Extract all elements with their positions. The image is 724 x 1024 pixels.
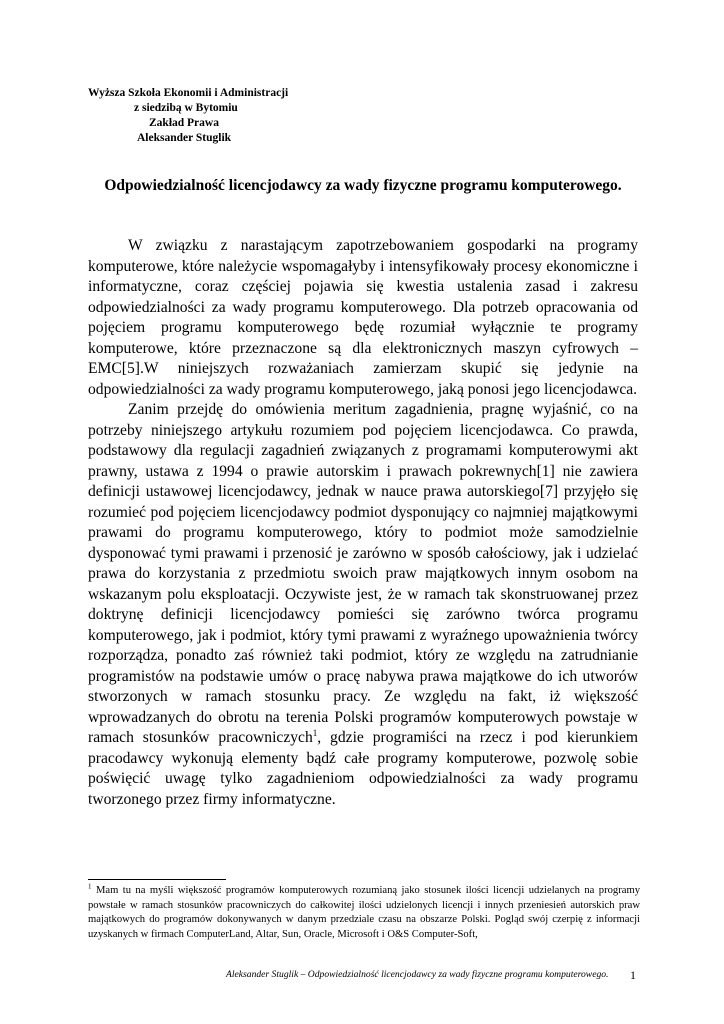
document-title: Odpowiedzialność licencjodawcy za wady fizyczne programu komputerowego. bbox=[104, 177, 622, 194]
institution-header bbox=[88, 86, 288, 146]
page-number: 1 bbox=[630, 968, 636, 982]
paragraph-1: W związku z narastającym zapotrzebowaniem gospodarki na programy komputerowe, które należycie wspomagałyby i intensyfikowały procesy ekonomiczne i informatyczne, coraz częściej pojawia się kwestia ustalenia zasad i zakresu odpowiedzialności za wady programu komputerowego. Dla potrzeb opracowania od pojęciem programu komputerowego będę rozumiał wyłącznie te programy komputerowe, które przeznaczone są dla elektronicznych maszyn cyfrowych –EMC[5].W niniejszych rozważaniach zamierzam skupić się jedynie na odpowiedzialności za wady programu komputerowego, jaką ponosi jego licencjodawca. bbox=[88, 237, 638, 398]
page-footer: Aleksander Stuglik – Odpowiedzialność licencjodawcy za wady fizyczne programu komputerowego. bbox=[226, 969, 609, 980]
header-author: Aleksander Stuglik bbox=[137, 132, 232, 144]
header-location: z siedzibą w Bytomiu bbox=[134, 102, 238, 114]
header-school-name: Wyższa Szkoła Ekonomii i Administracji bbox=[88, 87, 289, 99]
footnote-number: 1 bbox=[88, 882, 92, 891]
footnote-text: Mam tu na myśli większość programów komputerowych rozumianą jako stosunek ilości licencji udzielanych na programy powstałe w ramach stosunków pracowniczych do całkowitej ilości udzielonych licencji i innych przeniesień autorskich praw majątkowych do programów dokonywanych w danym przedziale czasu na obszarze Polski. Pogląd swój czerpię z informacji uzyskanych w firmach ComputerLand, Altar, Sun, Oracle, Microsoft i O&S Computer-Soft, bbox=[88, 885, 640, 940]
footnote-reference: 1 bbox=[312, 727, 318, 738]
header-department: Zakład Prawa bbox=[149, 117, 219, 129]
paragraph-2-text-a: Zanim przejdę do omówienia meritum zagadnienia, pragnę wyjaśnić, co na potrzeby niniejszego artykułu rozumiem pod pojęciem licencjodawca. Co prawda, podstawowy dla regulacji zagadnień związanych z programami komputerowymi akt prawny, ustawa z 1994 o prawie autorskim i prawach pokrewnych[1] nie zawiera definicji ustawowej licencjodawcy, jednak w nauce prawa autorskiego[7] przyjęło się rozumieć pod pojęciem licencjodawcy podmiot dysponujący co najmniej majątkowymi prawami do programu komputerowego, który to podmiot może samodzielnie dysponować tymi prawami i przenosić je zarówno w sposób całościowy, jak i udzielać prawa do korzystania z przedmiotu swoich praw majątkowych innym osobom na wskazanym polu eksploatacji. Oczywiste jest, że w ramach tak skonstruowanej przez doktrynę definicji licencjodawcy pomieści się zarówno twórca programu komputerowego, jak i podmiot, który tymi prawami z wyraźnego upoważnienia twórcy rozporządza, ponadto zaś również taki podmiot, który ze względu na zatrudnianie programistów na podstawie umów o pracę nabywa prawa majątkowe do ich utworów stworzonych w ramach stosunku pracy. Ze względu na fakt, iż większość wprowadzanych do obrotu na terenia Polski programów komputerowych powstaje w ramach stosunków pracowniczych bbox=[88, 401, 638, 746]
footnote bbox=[88, 884, 640, 942]
paragraph-2 bbox=[88, 400, 638, 810]
footnote-separator bbox=[88, 879, 226, 880]
document-body bbox=[88, 236, 638, 810]
paragraph-2-text-b: , gdzie programiści na rzecz i pod kierunkiem pracodawcy wykonują elementy bądź całe programy komputerowe, pozwolę sobie poświęcić uwagę tylko zagadnieniom odpowiedzialności za wady programu tworzonego przez firmy informatyczne. bbox=[88, 729, 638, 808]
